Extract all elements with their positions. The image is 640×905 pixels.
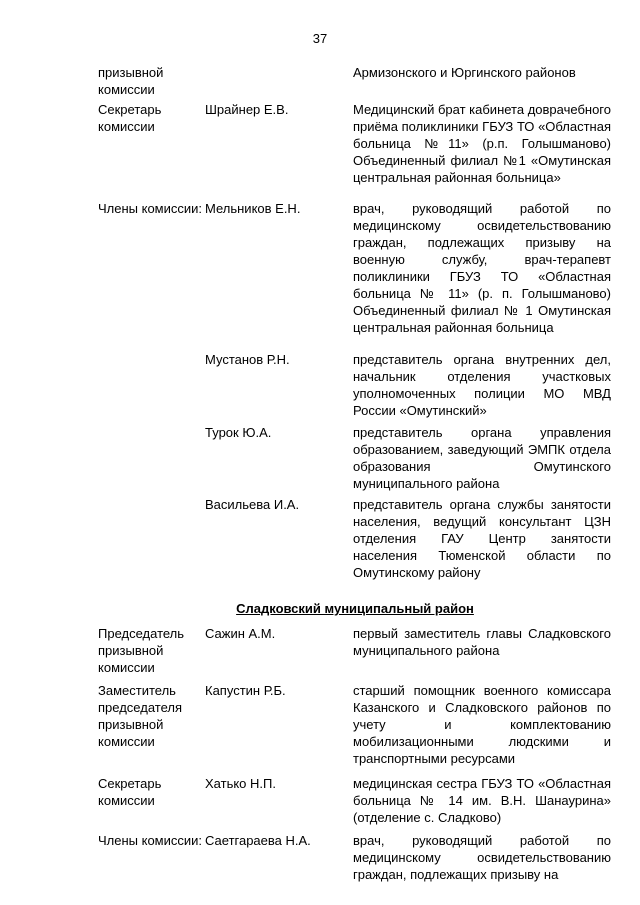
table-row <box>98 64 612 101</box>
name-cell: Капустин Р.Б. <box>205 683 286 698</box>
name-cell: Мельников Е.Н. <box>205 201 301 216</box>
table-row <box>98 424 612 496</box>
name-cell: Хатько Н.П. <box>205 776 276 791</box>
description-cell: Армизонского и Юргинского районов <box>353 65 576 80</box>
description-cell: медицинская сестра ГБУЗ ТО «Областная больница № 14 им. В.Н. Шанаурина» (отделение с. Сладково) <box>353 776 611 825</box>
description-cell: представитель органа службы занятости населения, ведущий консультант ЦЗН отделения ГАУ Центр занятости населения Тюменской области по Омутинскому району <box>353 497 611 580</box>
table-row <box>98 351 612 424</box>
role-cell: Заместитель председателя призывной комиссии <box>98 683 183 749</box>
name-cell: Сажин А.М. <box>205 626 276 641</box>
commission-list <box>98 64 612 888</box>
role-cell: Секретарь комиссии <box>98 102 162 134</box>
name-cell: Васильева И.А. <box>205 497 300 512</box>
name-cell <box>205 64 353 101</box>
role-cell <box>98 351 205 424</box>
role-cell: призывной комиссии <box>98 65 164 97</box>
description-cell: представитель органа внутренних дел, начальник отделения участковых уполномоченных полиции МО МВД России «Омутинский» <box>353 352 611 418</box>
role-cell: Председатель призывной комиссии <box>98 626 185 675</box>
role-cell: Секретарь комиссии <box>98 776 162 808</box>
table-row <box>98 775 612 832</box>
table-row <box>98 101 612 200</box>
description-cell: первый заместитель главы Сладковского муниципального района <box>353 626 611 658</box>
role-cell <box>98 424 205 496</box>
role-cell <box>98 496 205 594</box>
role-cell: Члены комиссии: <box>98 201 203 216</box>
table-row <box>98 200 612 351</box>
name-cell: Турок Ю.А. <box>205 425 272 440</box>
description-cell: представитель органа управления образованием, заведующий ЭМПК отдела образования Омутинского муниципального района <box>353 425 611 491</box>
name-cell: Шрайнер Е.В. <box>205 102 289 117</box>
page-number: 37 <box>312 31 328 46</box>
role-cell: Члены комиссии: <box>98 833 203 848</box>
table-row <box>98 496 612 594</box>
description-cell: врач, руководящий работой по медицинскому освидетельствованию граждан, подлежащих призыву на <box>353 833 611 882</box>
table-row <box>98 832 612 888</box>
name-cell: Мустанов Р.Н. <box>205 352 290 367</box>
description-cell: врач, руководящий работой по медицинскому освидетельствованию граждан, подлежащих призыву на военную службу, врач-терапевт поликлиники ГБУЗ ТО «Областная больница № 11» (р. п. Голышманово) Объединенный филиал № 1 Омутинская центральная районная больница <box>353 201 611 335</box>
table-row <box>98 682 612 775</box>
description-cell: старший помощник военного комиссара Казанского и Сладковского районов по учету и комплектованию мобилизационными людскими и транспортными ресурсами <box>353 683 611 766</box>
description-cell: Медицинский брат кабинета доврачебного приёма поликлиники ГБУЗ ТО «Областная больница №11» (р.п. Голышманово) Объединенный филиал №1 «Омутинская центральная районная больница» <box>353 102 611 185</box>
section-title: Сладковский муниципальный район <box>236 601 474 616</box>
table-row <box>98 625 612 682</box>
name-cell: Саетгараева Н.А. <box>205 833 311 848</box>
